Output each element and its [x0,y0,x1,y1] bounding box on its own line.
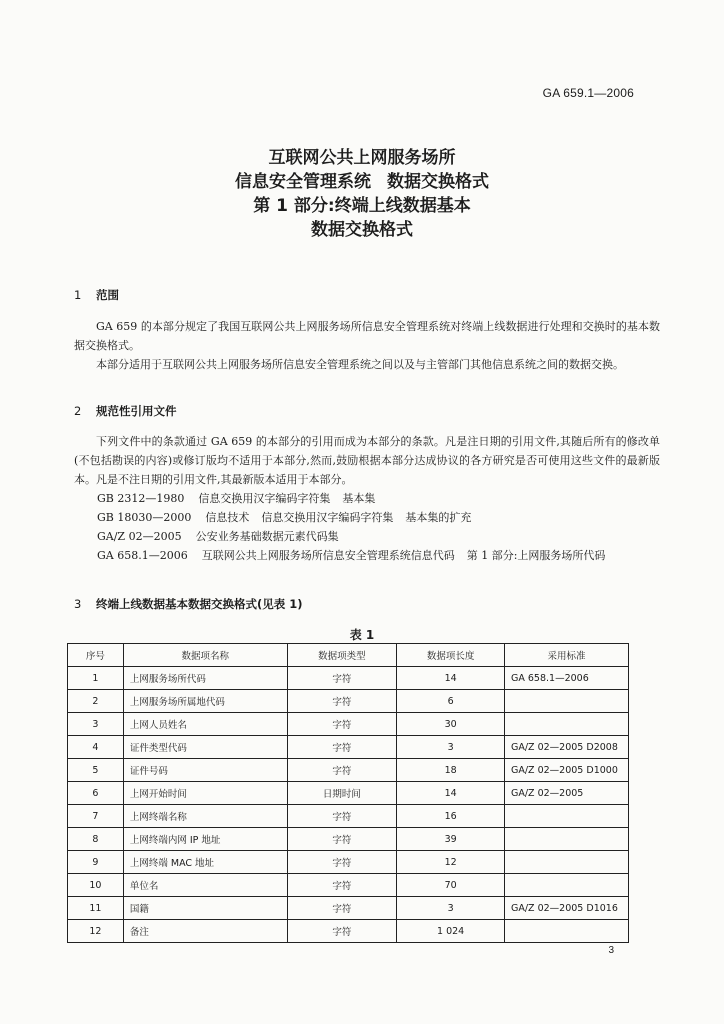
table-row [68,736,629,759]
table-caption: 表 1 [349,628,375,642]
reference-code: GB 18030—2000 [97,511,192,524]
data-item-type-cell: 字符 [287,897,397,920]
data-item-type-cell: 字符 [287,828,397,851]
section-title: 终端上线数据基本数据交换格式(见表 1) [96,597,303,611]
column-header: 数据项名称 [123,644,287,667]
table-row [68,759,629,782]
data-item-type-cell: 字符 [287,736,397,759]
data-item-type-cell: 字符 [287,667,397,690]
table-row [68,897,629,920]
data-item-type-cell: 字符 [287,874,397,897]
adopted-standard-cell: GA 658.1—2006 [505,667,629,690]
section-2-heading [74,403,177,419]
reference-title: 公安业务基础数据元素代码集 [195,530,339,543]
column-header: 数据项类型 [287,644,397,667]
title-line-2a: 信息安全管理系统 [235,172,371,192]
table-row [68,713,629,736]
section-3-heading [74,596,303,612]
table-body [68,667,629,943]
data-item-length-cell: 14 [397,667,505,690]
data-item-name-cell: 单位名 [123,874,287,897]
reference-title: 信息技术 [205,511,250,524]
table-row [68,920,629,943]
reference-title-part: 信息交换用汉字编码字符集 [261,511,394,524]
section-number: 1 [74,288,82,302]
data-item-type-cell: 字符 [287,759,397,782]
adopted-standard-cell: GA/Z 02—2005 D1000 [505,759,629,782]
table-row [68,690,629,713]
row-number-cell: 7 [68,805,124,828]
standard-code: GA 659.1—2006 [542,86,634,100]
adopted-standard-cell [505,920,629,943]
data-item-length-cell: 1 024 [397,920,505,943]
section-1-paragraph-2: 本部分适用于互联网公共上网服务场所信息安全管理系统之间以及与主管部门其他信息系统之间的数据交换。 [96,358,624,371]
data-item-length-cell: 3 [397,897,505,920]
section-title: 规范性引用文件 [96,404,177,418]
data-item-type-cell: 日期时间 [287,782,397,805]
row-number-cell: 5 [68,759,124,782]
reference-code: GB 2312—1980 [97,492,185,505]
row-number-cell: 9 [68,851,124,874]
table-header-row [68,644,629,667]
section-number: 3 [74,597,82,611]
data-item-length-cell: 39 [397,828,505,851]
title-line-2b: 数据交换格式 [387,172,489,192]
document-title [0,146,724,242]
section-1-heading [74,287,119,303]
adopted-standard-cell [505,851,629,874]
row-number-cell: 1 [68,667,124,690]
row-number-cell: 11 [68,897,124,920]
reference-title-part: 基本集 [342,492,376,505]
adopted-standard-cell [505,828,629,851]
title-line-2 [0,170,724,194]
data-item-name-cell: 上网开始时间 [123,782,287,805]
adopted-standard-cell: GA/Z 02—2005 D2008 [505,736,629,759]
reference-title-part: 第 1 部分:上网服务场所代码 [466,549,606,562]
adopted-standard-cell [505,690,629,713]
data-item-name-cell: 上网服务场所属地代码 [123,690,287,713]
row-number-cell: 8 [68,828,124,851]
data-item-name-cell: 上网终端名称 [123,805,287,828]
row-number-cell: 10 [68,874,124,897]
adopted-standard-cell [505,805,629,828]
data-item-length-cell: 3 [397,736,505,759]
data-item-name-cell: 上网人员姓名 [123,713,287,736]
data-item-name-cell: 国籍 [123,897,287,920]
title-line-3: 第 1 部分:终端上线数据基本 [253,196,471,216]
reference-item [97,527,660,546]
section-1-paragraph-1: GA 659 的本部分规定了我国互联网公共上网服务场所信息安全管理系统对终端上线数据进行处理和交换时的基本数据交换格式。 [74,320,660,352]
reference-title: 互联网公共上网服务场所信息安全管理系统信息代码 [201,549,455,562]
data-item-name-cell: 上网终端内网 IP 地址 [123,828,287,851]
data-item-length-cell: 12 [397,851,505,874]
row-number-cell: 2 [68,690,124,713]
title-line-4: 数据交换格式 [311,220,413,240]
data-item-length-cell: 6 [397,690,505,713]
adopted-standard-cell: GA/Z 02—2005 D1016 [505,897,629,920]
column-header: 采用标准 [505,644,629,667]
section-number: 2 [74,404,82,418]
section-title: 范围 [96,288,119,302]
data-item-name-cell: 上网服务场所代码 [123,667,287,690]
row-number-cell: 3 [68,713,124,736]
table-row [68,828,629,851]
data-item-length-cell: 30 [397,713,505,736]
data-item-type-cell: 字符 [287,805,397,828]
data-item-name-cell: 上网终端 MAC 地址 [123,851,287,874]
title-line-1: 互联网公共上网服务场所 [268,148,456,168]
row-number-cell: 4 [68,736,124,759]
data-item-name-cell: 证件类型代码 [123,736,287,759]
data-item-name-cell: 备注 [123,920,287,943]
data-item-length-cell: 70 [397,874,505,897]
reference-title-part: 基本集的扩充 [405,511,472,524]
data-table [67,643,629,943]
data-item-length-cell: 14 [397,782,505,805]
table-row [68,851,629,874]
reference-item [74,546,660,565]
table-row [68,667,629,690]
table-row [68,782,629,805]
table-row [68,874,629,897]
data-item-length-cell: 16 [397,805,505,828]
reference-title: 信息交换用汉字编码字符集 [198,492,331,505]
reference-item [97,508,660,527]
data-item-name-cell: 证件号码 [123,759,287,782]
reference-item [97,489,660,508]
data-item-length-cell: 18 [397,759,505,782]
page-number: 3 [608,945,614,956]
column-header: 数据项长度 [397,644,505,667]
reference-code: GA/Z 02—2005 [97,530,182,543]
adopted-standard-cell [505,874,629,897]
reference-code: GA 658.1—2006 [97,549,188,562]
row-number-cell: 6 [68,782,124,805]
section-2-paragraph-1: 下列文件中的条款通过 GA 659 的本部分的引用而成为本部分的条款。凡是注日期的引用文件,其随后所有的修改单(不包括勘误的内容)或修订版均不适用于本部分,然而,鼓励根据本部分达成协议的各方研究是否可使用这些文件的最新版本。凡是不注日期的引用文件,其最新版本适用于本部分。 [74,435,660,486]
data-item-type-cell: 字符 [287,713,397,736]
column-header: 序号 [68,644,124,667]
table-row [68,805,629,828]
adopted-standard-cell [505,713,629,736]
data-item-type-cell: 字符 [287,851,397,874]
row-number-cell: 12 [68,920,124,943]
data-item-type-cell: 字符 [287,690,397,713]
data-item-type-cell: 字符 [287,920,397,943]
adopted-standard-cell: GA/Z 02—2005 [505,782,629,805]
